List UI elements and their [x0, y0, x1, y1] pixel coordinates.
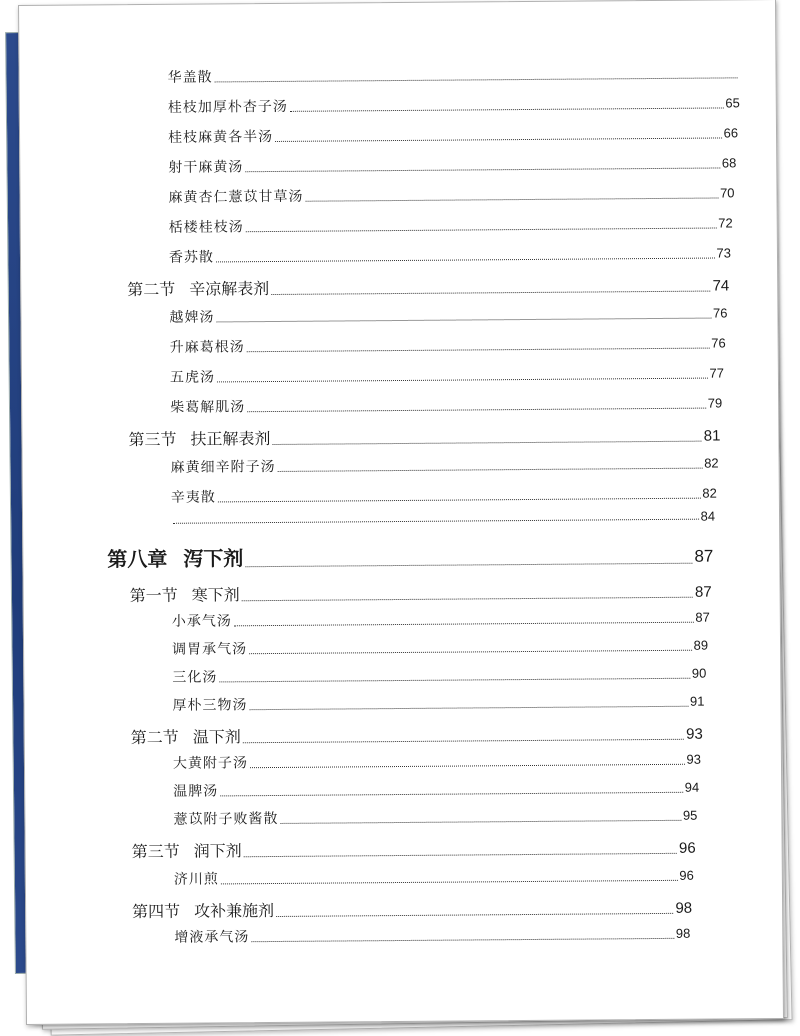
section-title-group: [130, 582, 240, 606]
dot-leader: [220, 791, 683, 797]
dot-leader: [250, 705, 689, 710]
dot-leader: [245, 562, 692, 568]
table-of-contents: [19, 0, 775, 6]
dot-leader: [271, 290, 710, 295]
toc-entry-title: 桂枝加厚朴杏子汤: [168, 96, 288, 117]
toc-section-heading: [131, 721, 703, 748]
page-number: 74: [712, 277, 729, 294]
dot-leader: [217, 377, 708, 383]
toc-entry-title: 升麻葛根汤: [170, 336, 245, 357]
dot-leader: [290, 106, 724, 111]
chapter-name: 泻下剂: [183, 546, 243, 570]
toc-entry-title: 济川煎: [174, 868, 219, 888]
toc-entry: [171, 509, 715, 528]
section-number: 第三节: [132, 842, 180, 861]
page-number: 89: [694, 638, 709, 653]
dot-leader: [275, 136, 722, 142]
section-number: 第一节: [130, 586, 178, 605]
page-number: 93: [686, 752, 701, 767]
chapter-title-group: [107, 542, 243, 572]
toc-entry: [171, 453, 719, 477]
chapter-number: 第八章: [107, 547, 167, 571]
toc-entry-title: 华盖散: [167, 66, 212, 86]
section-name: 攻补兼施剂: [194, 901, 274, 921]
dot-leader: [245, 166, 720, 172]
dot-leader: [218, 497, 701, 503]
page-number: 87: [695, 584, 712, 601]
page-number: 96: [679, 868, 694, 883]
section-title-group: [131, 724, 241, 748]
toc-entry: [168, 182, 734, 206]
dot-leader: [243, 738, 684, 743]
toc-entry-title: 温脾汤: [173, 780, 218, 800]
dot-leader: [216, 317, 711, 323]
toc-entry: [172, 691, 704, 715]
page-number: 76: [711, 335, 726, 350]
toc-entry-title: 厚朴三物汤: [172, 694, 247, 715]
section-title-group: [132, 898, 274, 922]
toc-entry-title: 射干麻黄汤: [168, 156, 243, 177]
toc-entry-title: 栝楼桂枝汤: [169, 216, 244, 237]
page-number: 87: [694, 547, 713, 567]
page-number: 96: [679, 840, 696, 857]
toc-entry-title: 桂枝麻黄各半汤: [168, 126, 273, 147]
toc-entry: [174, 865, 694, 889]
page-number: 84: [701, 509, 716, 524]
dot-leader: [246, 227, 717, 233]
section-title-group: [128, 426, 270, 450]
section-number: 第四节: [132, 902, 180, 921]
section-number: 第二节: [131, 728, 179, 747]
toc-entry-title: 麻黄细辛附子汤: [171, 456, 276, 477]
toc-entry: [171, 483, 717, 507]
toc-section-heading: [132, 895, 692, 922]
section-name: 辛凉解表剂: [189, 279, 269, 299]
toc-page: [18, 0, 784, 1025]
toc-section-heading: [132, 835, 696, 862]
toc-entry-title: 香苏散: [169, 246, 214, 266]
dot-leader: [216, 257, 715, 263]
dot-leader: [272, 440, 701, 445]
toc-entry-title: 辛夷散: [171, 486, 216, 506]
toc-entry: [173, 749, 701, 773]
toc-section-heading: [130, 579, 712, 607]
toc-entry: [170, 362, 724, 386]
page-number: 81: [704, 427, 721, 444]
page-number: 66: [724, 125, 739, 140]
toc-entry-title: 五虎汤: [170, 366, 215, 386]
toc-entry: [167, 62, 739, 86]
dot-leader: [247, 407, 706, 413]
toc-entry: [168, 92, 740, 116]
page-number: 82: [702, 486, 717, 501]
toc-entry: [169, 212, 733, 236]
dot-leader: [249, 649, 692, 654]
page-number: 87: [695, 610, 710, 625]
dot-leader: [242, 596, 693, 602]
page-number: 76: [713, 305, 728, 320]
dot-leader: [250, 763, 685, 768]
dot-leader: [306, 197, 719, 202]
page-number: 82: [704, 456, 719, 471]
toc-entry: [172, 663, 706, 687]
page-number: 91: [690, 694, 705, 709]
section-name: 扶正解表剂: [190, 429, 270, 449]
section-number: 第二节: [127, 280, 175, 299]
toc-entry: [169, 302, 727, 326]
dot-leader: [278, 467, 703, 472]
dot-leader: [276, 912, 673, 917]
toc-entry: [173, 777, 699, 801]
section-name: 寒下剂: [192, 585, 240, 604]
toc-entry-title: 调胃承气汤: [172, 638, 247, 659]
page-number: 93: [686, 726, 703, 743]
toc-entry-title: 麻黄杏仁薏苡甘草汤: [168, 186, 303, 207]
toc-entry: [173, 805, 697, 829]
toc-entry-title: 柴葛解肌汤: [170, 396, 245, 417]
toc-entry: [169, 242, 731, 266]
toc-entry-title: 越婢汤: [169, 306, 214, 326]
page-number: 73: [716, 245, 731, 260]
page-number: 98: [675, 900, 692, 917]
page-number: 72: [718, 215, 733, 230]
dot-leader: [244, 852, 677, 857]
section-name: 温下剂: [193, 727, 241, 746]
page-number: 70: [720, 185, 735, 200]
dot-leader: [173, 518, 699, 524]
page-number: 68: [722, 155, 737, 170]
toc-entry: [168, 122, 738, 146]
dot-leader: [215, 76, 738, 82]
toc-entry: [170, 332, 726, 356]
dot-leader: [219, 677, 690, 683]
section-number: 第三节: [128, 430, 176, 449]
page-number: 98: [676, 926, 691, 941]
toc-section-heading: [127, 272, 729, 300]
toc-entry-title: 小承气汤: [172, 610, 232, 630]
page-number: 90: [692, 666, 707, 681]
toc-entry-title: 增液承气汤: [174, 926, 249, 947]
toc-entry-title: 大黄附子汤: [173, 752, 248, 773]
dot-leader: [234, 621, 694, 627]
dot-leader: [247, 347, 710, 353]
toc-entry: [174, 923, 690, 947]
page-number: 79: [708, 395, 723, 410]
section-name: 润下剂: [194, 841, 242, 860]
dot-leader: [280, 819, 681, 824]
dot-leader: [221, 879, 678, 885]
toc-entry: [168, 152, 736, 176]
dot-leader: [251, 937, 674, 942]
toc-chapter-heading: [107, 539, 713, 573]
toc-entry: [172, 635, 708, 659]
page-number: 77: [709, 365, 724, 380]
section-title-group: [127, 276, 269, 300]
page-number: 95: [683, 808, 698, 823]
toc-entry: [170, 392, 722, 416]
page-number: 94: [685, 780, 700, 795]
toc-entry-title: 三化汤: [172, 666, 217, 686]
toc-entry: [172, 607, 710, 631]
section-title-group: [132, 838, 242, 862]
page-number: 65: [725, 95, 740, 110]
toc-section-heading: [128, 422, 720, 450]
toc-entry-title: 薏苡附子败酱散: [173, 808, 278, 829]
